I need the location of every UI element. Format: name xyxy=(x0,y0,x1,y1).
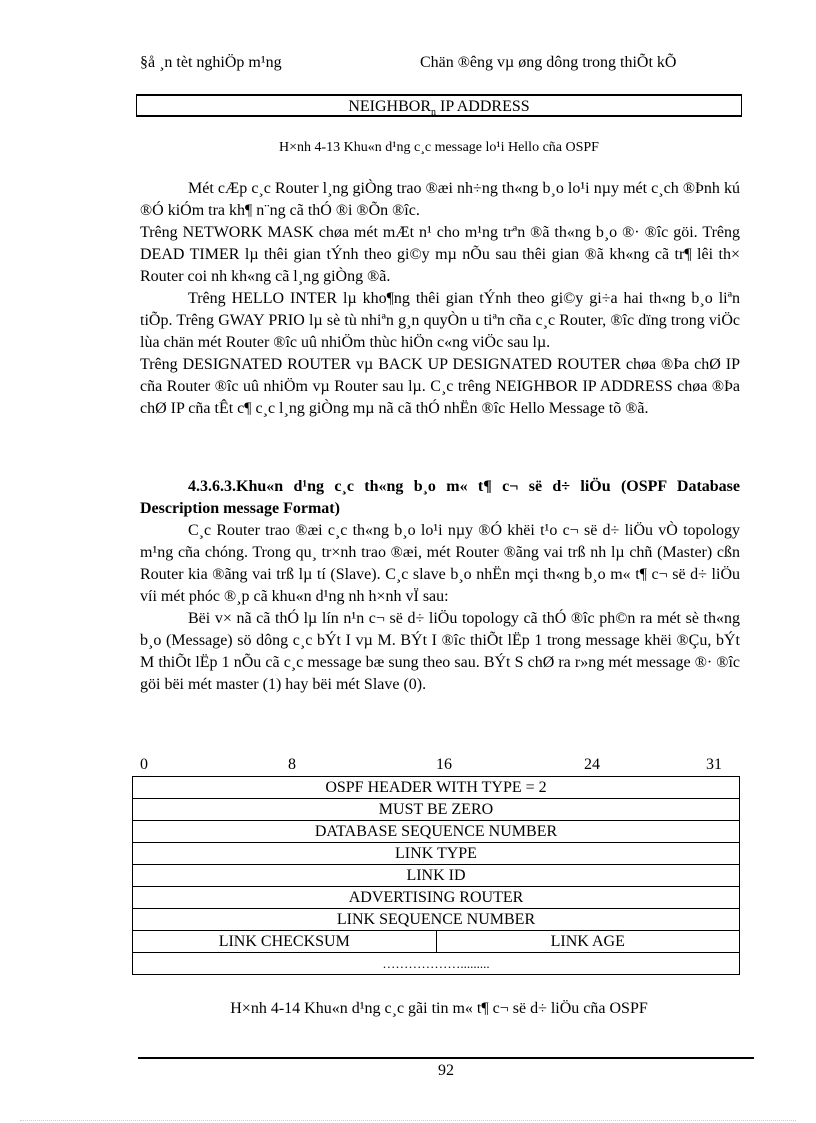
table-row xyxy=(133,865,740,887)
page-edge-divider xyxy=(20,1120,796,1121)
table-cell: DATABASE SEQUENCE NUMBER xyxy=(133,821,740,843)
link-age-cell: LINK AGE xyxy=(436,931,740,953)
table-cell: LINK TYPE xyxy=(133,843,740,865)
hello-description xyxy=(140,178,740,420)
figure-4-13-caption: H×nh 4-13 Khu«n d¹ng c¸c message lo¹i Hello cña OSPF xyxy=(279,140,599,155)
bit-label-0: 0 xyxy=(140,756,148,773)
table-cell: ADVERTISING ROUTER xyxy=(133,887,740,909)
section-heading: 4.3.6.3.Khu«n d¹ng c¸c th«ng b¸o m« t¶ c¬ së d÷ liÖu (OSPF Database Description message Format) xyxy=(140,478,740,517)
paragraph: Trêng DESIGNATED ROUTER vµ BACK UP DESIGNATED ROUTER chøa ®Þa chØ IP cña Router ®îc uû nhiÖm vµ Router sau lµ. C¸c trêng NEIGHBOR IP ADDRESS chøa ®Þa chØ IP cña tÊt c¶ c¸c l¸ng giÒng mµ nã cã thÓ nhËn ®îc Hello Message tõ ®ã. xyxy=(140,356,740,417)
bit-label-24: 24 xyxy=(584,756,600,773)
ellipsis-cell: ………………......... xyxy=(133,953,740,975)
table-row xyxy=(133,843,740,865)
table-cell: LINK ID xyxy=(133,865,740,887)
table-row xyxy=(133,777,740,799)
header-right-title: Chän ®êng vµ øng dông trong thiÕt kÕ xyxy=(420,54,677,71)
paragraph: Mét cÆp c¸c Router l¸ng giÒng trao ®æi nh÷ng th«ng b¸o lo¹i nµy mét c¸ch ®Þnh kú ®Ó kiÓm tra kh¶ n¨ng cã thÓ ®i ®Õn ®îc. xyxy=(140,180,740,219)
bit-label-8: 8 xyxy=(288,756,296,773)
table-cell: OSPF HEADER WITH TYPE = 2 xyxy=(133,777,740,799)
paragraph: Bëi v× nã cã thÓ lµ lín n¹n c¬ së d÷ liÖu topology cã thÓ ®îc ph©n ra mét sè th«ng b¸o (Message) sö dông c¸c bÝt I vµ M. BÝt I ®îc thiÕt lËp 1 trong message khëi ®Çu, bÝt M thiÕt lËp 1 nÕu cã c¸c message bæ sung theo sau. BÝt S chØ ra r»ng mét message ®· ®îc göi bëi mét master (1) hay bëi mét Slave (0). xyxy=(140,610,740,693)
bit-label-16: 16 xyxy=(436,756,452,773)
neighbor-ip-address-field xyxy=(136,94,742,117)
bit-label-31: 31 xyxy=(706,756,722,773)
table-row xyxy=(133,887,740,909)
table-row xyxy=(133,799,740,821)
table-cell: MUST BE ZERO xyxy=(133,799,740,821)
link-checksum-cell: LINK CHECKSUM xyxy=(133,931,437,953)
database-description-format-table xyxy=(132,776,740,975)
paragraph: Trêng HELLO INTER lµ kho¶ng thêi gian tÝnh theo gi©y gi÷a hai th«ng b¸o liªn tiÕp. Trêng GWAY PRIO lµ sè tù nhiªn g¸n quyÒn u tiªn cña c¸c Router, ®îc dïng trong viÖc lùa chän mét Router ®îc uû nhiÖm thùc hiÖn c«ng viÖc sau lµ. xyxy=(140,290,740,351)
figure-4-14-caption: H×nh 4-14 Khu«n d¹ng c¸c gãi tin m« t¶ c¬ së d÷ liÖu cña OSPF xyxy=(230,1000,648,1017)
table-row xyxy=(133,909,740,931)
table-row xyxy=(133,821,740,843)
neighbor-field-label: $NEIGHBOR_n$ IP ADDRESS xyxy=(348,98,530,119)
table-row xyxy=(133,931,740,953)
table-cell: LINK SEQUENCE NUMBER xyxy=(133,909,740,931)
header-left-title: §å ¸n tèt nghiÖp m¹ng xyxy=(140,54,282,71)
footer-rule xyxy=(138,1057,754,1059)
section-4-3-6-3 xyxy=(140,476,740,696)
paragraph: C¸c Router trao ®æi c¸c th«ng b¸o lo¹i nµy ®Ó khëi t¹o c¬ së d÷ liÖu vÒ topology m¹ng cña chóng. Trong qu¸ tr×nh trao ®æi, mét Router ®ãng vai trß nh lµ chñ (Master) cßn Router kia ®ãng vai trß lµ tí (Slave). C¸c slave b¸o nhËn mçi th«ng b¸o m« t¶ c¬ së d÷ liÖu víi mét phóc ®¸p cã khu«n d¹ng nh h×nh vÏ sau: xyxy=(140,522,740,605)
page-number: 92 xyxy=(438,1062,454,1079)
table-row xyxy=(133,953,740,975)
paragraph: Trêng NETWORK MASK chøa mét mÆt n¹ cho m¹ng trªn ®ã th«ng b¸o ®· ®îc göi. Trêng DEAD TIMER lµ thêi gian tÝnh theo gi©y mµ nÕu sau thêi gian ®ã kh«ng cã tr¶ lêi th× Router coi nh kh«ng cã l¸ng giÒng ®ã. xyxy=(140,224,740,285)
